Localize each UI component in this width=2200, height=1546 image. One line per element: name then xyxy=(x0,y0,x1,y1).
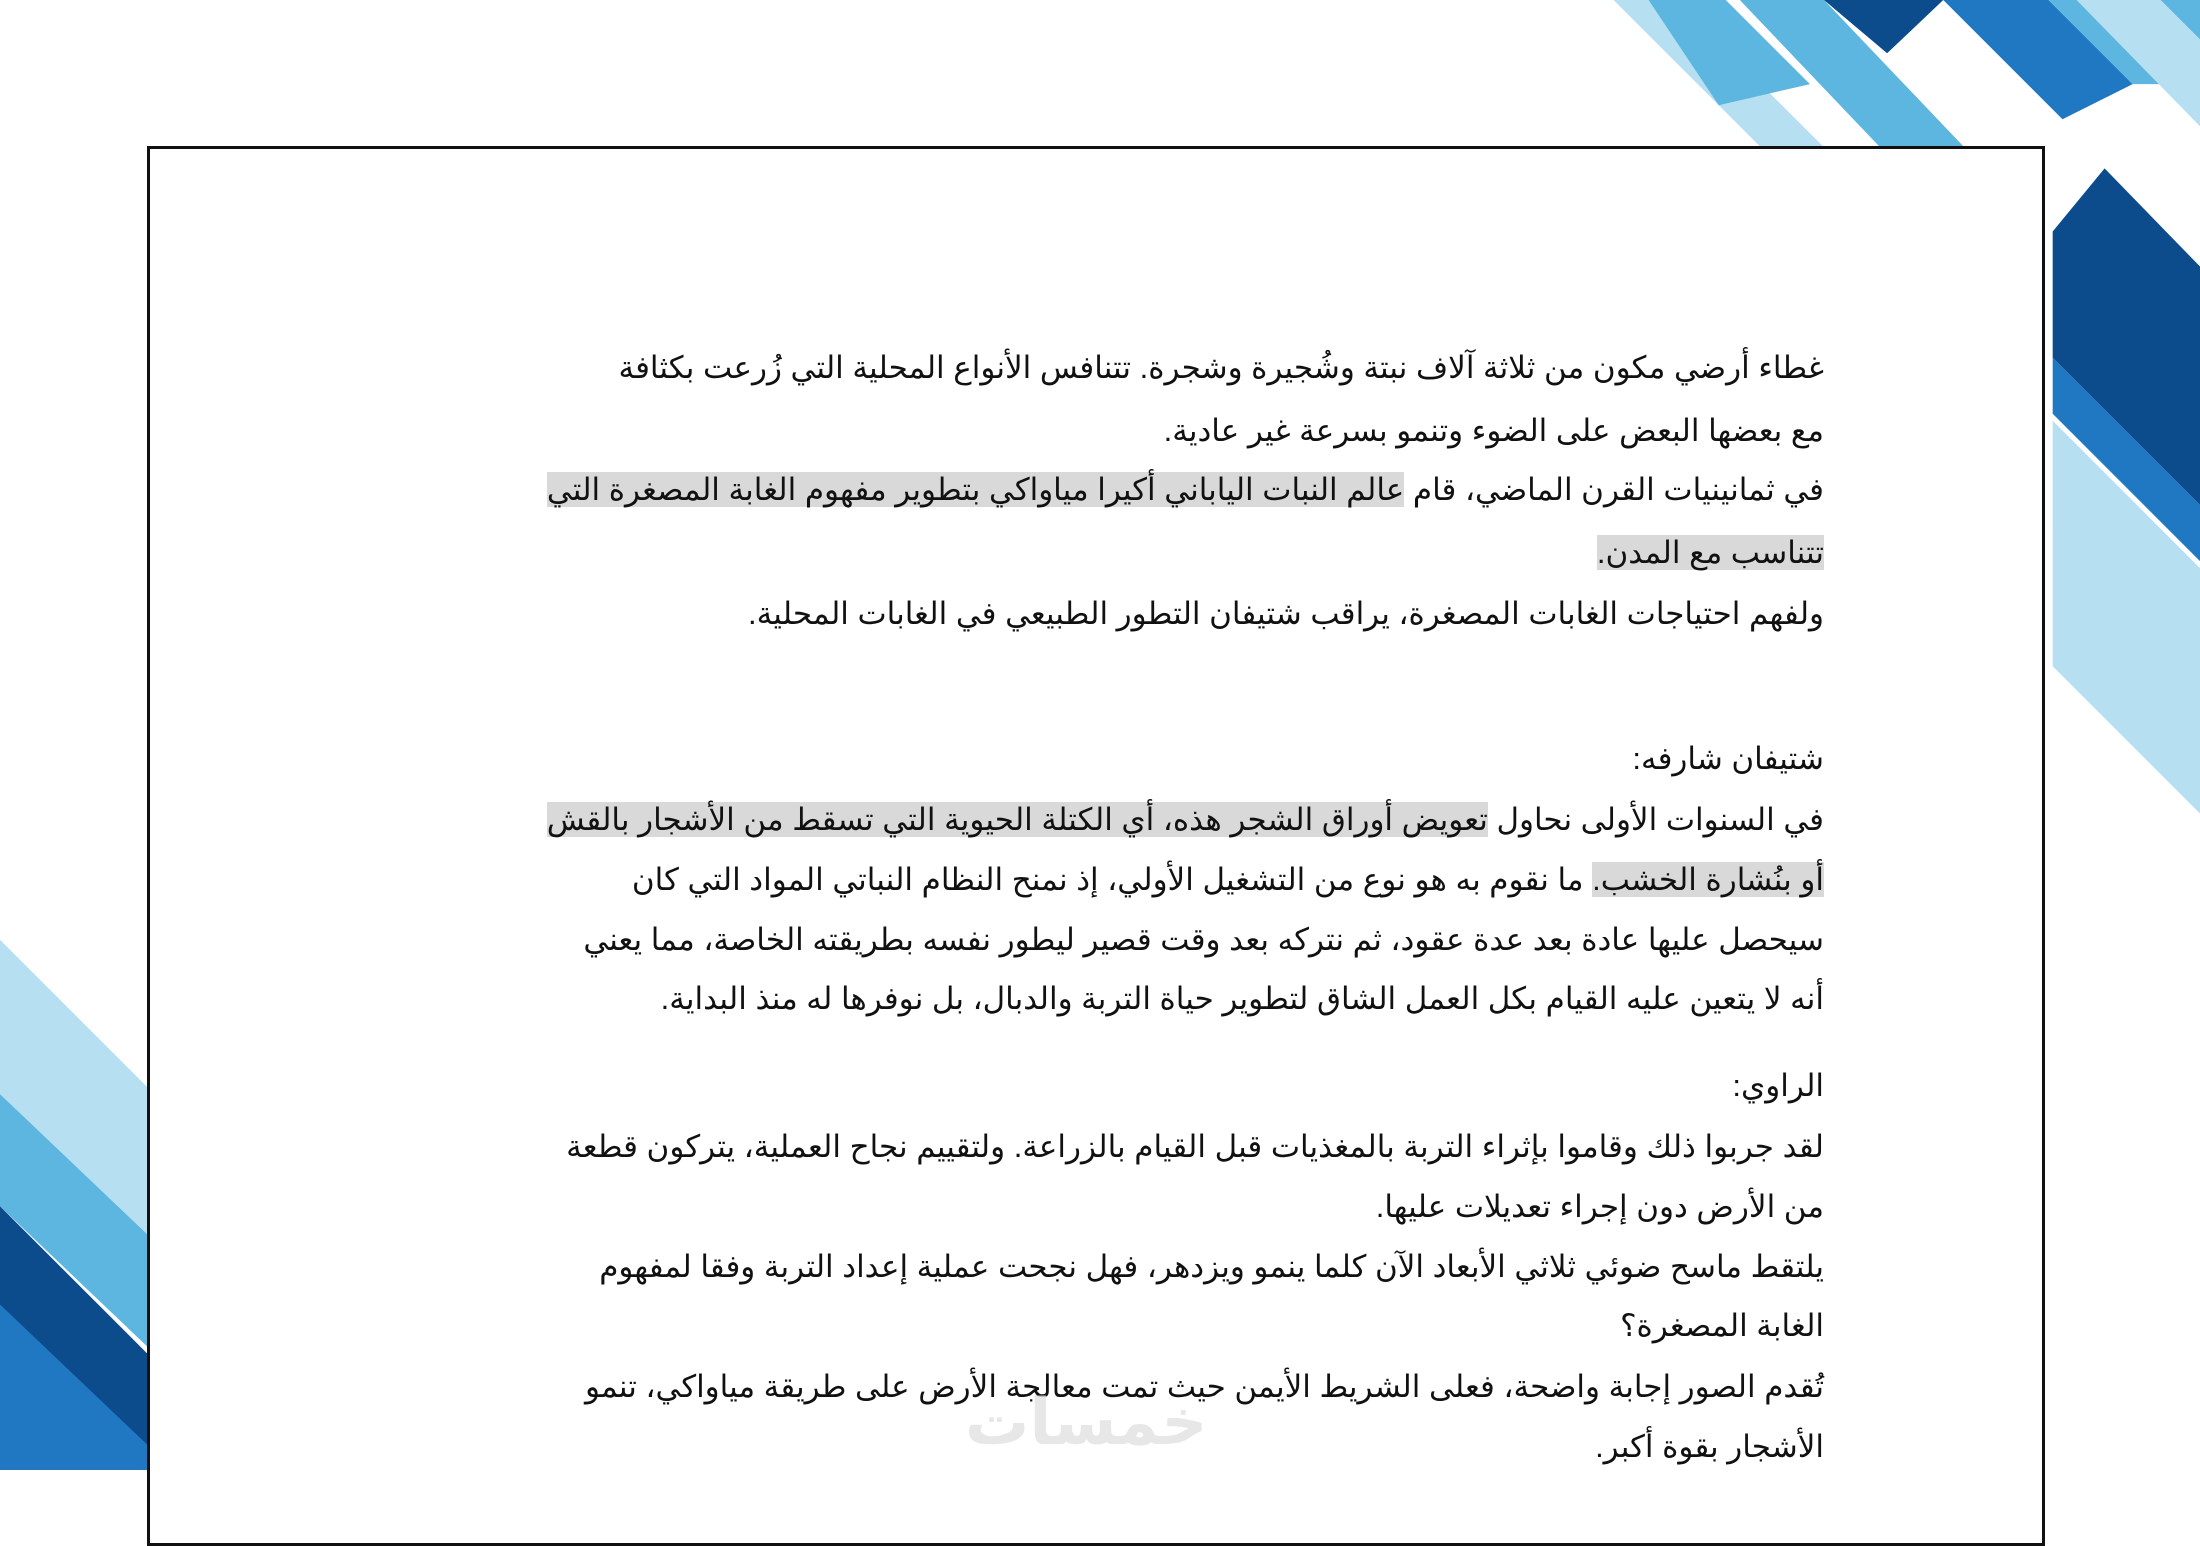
text-segment: الأشجار بقوة أكبر. xyxy=(1595,1429,1824,1464)
text-line xyxy=(1597,531,1824,575)
text-line xyxy=(599,1245,1824,1289)
text-line xyxy=(547,798,1824,842)
text-line xyxy=(1732,1064,1824,1108)
text-segment: ولفهم احتياجات الغابات المصغرة، يراقب شتيفان التطور الطبيعي في الغابات المحلية. xyxy=(748,596,1824,631)
highlighted-text: تتناسب مع المدن. xyxy=(1596,535,1824,570)
text-line xyxy=(1164,409,1824,453)
text-line xyxy=(632,858,1824,902)
highlighted-text: تعويض أوراق الشجر هذه، أي الكتلة الحيوية التي تسقط من الأشجار بالقش xyxy=(546,802,1488,837)
text-line xyxy=(547,468,1824,512)
text-segment: سيحصل عليها عادة بعد عدة عقود، ثم نتركه بعد وقت قصير ليطور نفسه بطريقته الخاصة، مما يعني xyxy=(583,922,1824,957)
text-segment: الغابة المصغرة؟ xyxy=(1620,1308,1824,1343)
text-line xyxy=(661,977,1824,1021)
highlighted-text: أو بنُشارة الخشب. xyxy=(1592,862,1824,897)
text-segment: شتيفان شارفه: xyxy=(1632,741,1824,776)
text-line xyxy=(566,1125,1824,1169)
text-line xyxy=(1376,1185,1824,1229)
text-line xyxy=(1595,1425,1824,1469)
text-line xyxy=(1632,737,1824,781)
text-line xyxy=(583,918,1824,962)
watermark-logo: خمسات xyxy=(965,1386,1208,1458)
text-segment: من الأرض دون إجراء تعديلات عليها. xyxy=(1375,1189,1824,1224)
text-segment: في ثمانينيات القرن الماضي، قام xyxy=(1404,472,1824,507)
text-line xyxy=(618,346,1824,390)
text-segment: لقد جربوا ذلك وقاموا بإثراء التربة بالمغذيات قبل القيام بالزراعة. ولتقييم نجاح العملية، يتركون قطعة xyxy=(566,1129,1824,1164)
text-line xyxy=(748,592,1824,636)
text-segment: مع بعضها البعض على الضوء وتنمو بسرعة غير عادية. xyxy=(1163,413,1824,448)
highlighted-text: عالم النبات الياباني أكيرا مياواكي بتطوير مفهوم الغابة المصغرة التي xyxy=(546,472,1405,507)
text-segment: أنه لا يتعين عليه القيام بكل العمل الشاق لتطوير حياة التربة والدبال، بل نوفرها له منذ البداية. xyxy=(660,981,1824,1016)
text-segment: ما نقوم به هو نوع من التشغيل الأولي، إذ نمنح النظام النباتي المواد التي كان xyxy=(631,862,1593,897)
text-segment: تُقدم الصور إجابة واضحة، فعلى الشريط الأيمن حيث تمت معالجة الأرض على طريقة مياواكي، تنمو xyxy=(584,1369,1824,1404)
text-segment: في السنوات الأولى نحاول xyxy=(1487,802,1824,837)
text-line xyxy=(1620,1304,1824,1348)
text-segment: غطاء أرضي مكون من ثلاثة آلاف نبتة وشُجيرة وشجرة. تتنافس الأنواع المحلية التي زُرعت بكثافة xyxy=(618,350,1824,385)
text-segment: الراوي: xyxy=(1732,1068,1824,1103)
text-segment: يلتقط ماسح ضوئي ثلاثي الأبعاد الآن كلما ينمو ويزدهر، فهل نجحت عملية إعداد التربة وفقا لمفهوم xyxy=(599,1249,1824,1284)
